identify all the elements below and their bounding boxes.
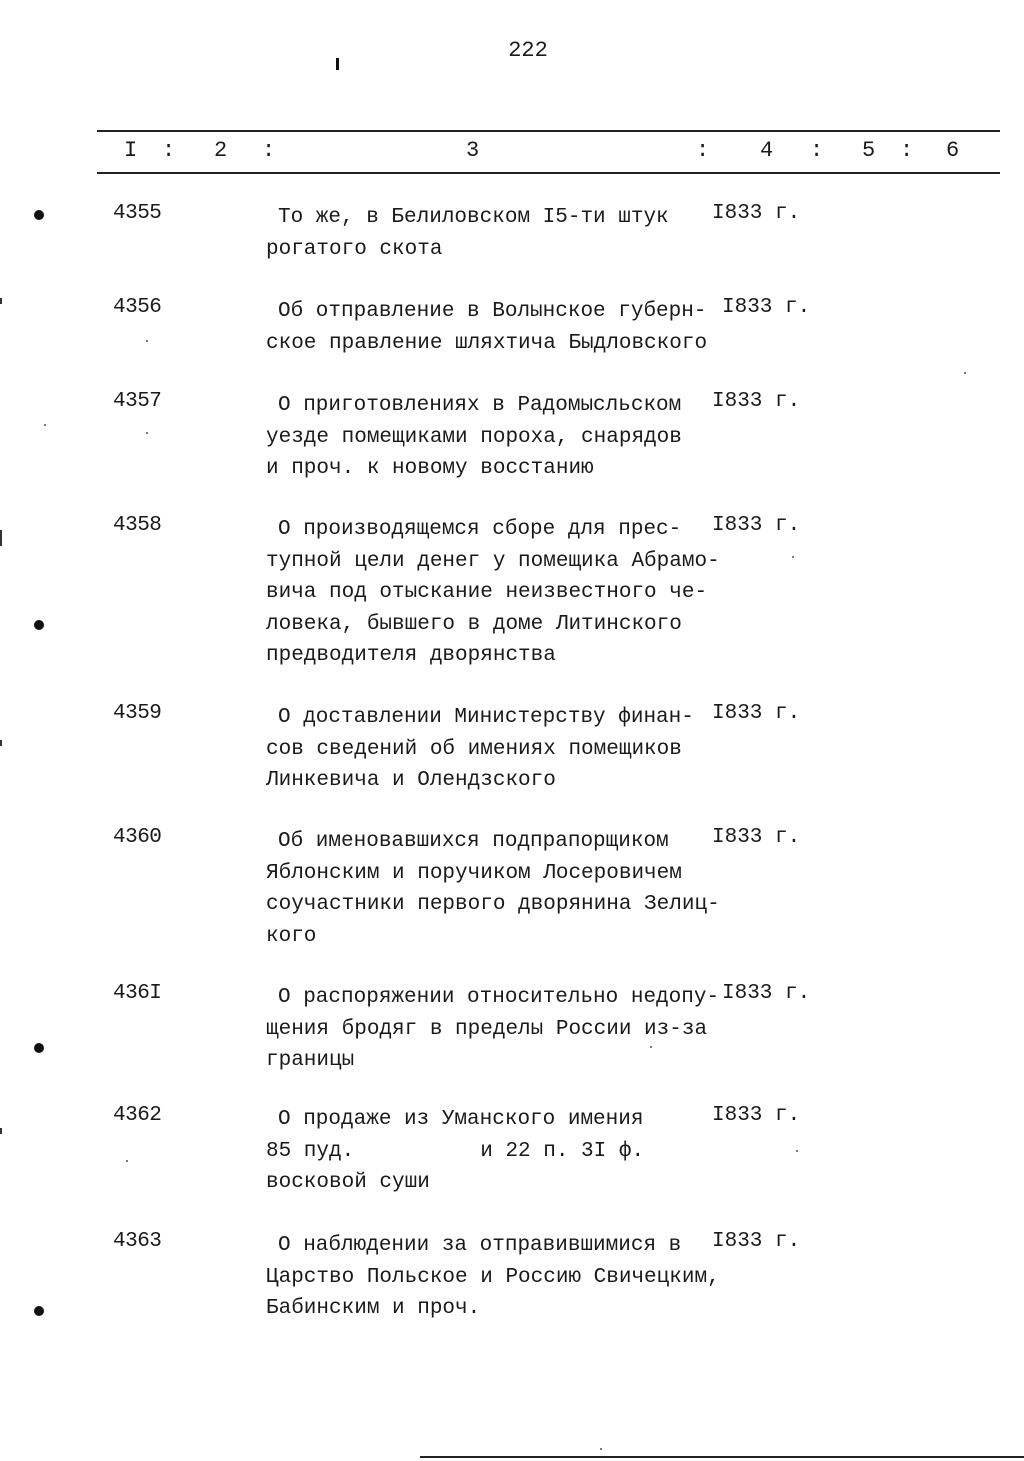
header-bottom-rule [97,172,1000,174]
column-separator: : [810,138,824,163]
scan-speck [650,1046,652,1048]
description-line: щения бродяг в пределы России из-за [266,1017,708,1041]
edge-mark [0,298,2,304]
column-separator: : [162,138,176,163]
binding-hole [34,1043,44,1053]
description-line: Линкевича и Олендзского [266,769,556,792]
record-date: I833 г. [712,1104,801,1127]
page-number: 222 [508,38,548,63]
description-line: кого [266,924,317,948]
description-line: Бабинским и проч. [266,1297,481,1320]
record-description [266,202,716,265]
binding-hole [34,1306,44,1316]
scan-speck [146,340,148,342]
edge-mark [0,740,2,746]
column-header-5: 5 [862,138,876,163]
description-line: Яблонским и поручиком Лосеровичем [266,861,682,885]
record-description [266,514,720,672]
column-separator: : [900,138,914,163]
description-line: Об именовавшихся подпрапорщиком [278,830,669,853]
record-number: 4357 [113,390,162,413]
scan-speck [44,424,46,426]
description-line: То же, в Белиловском I5-ти штук [278,206,669,229]
record-number: 4362 [113,1104,162,1127]
description-line: вича под отыскание неизвестного че- [266,581,708,604]
record-date: I833 г. [712,702,801,725]
record-number: 4360 [113,826,162,849]
scan-speck [792,556,794,558]
description-line: О доставлении Министерству финан- [278,706,694,729]
record-description [266,982,720,1077]
record-description [266,826,720,952]
description-line: тупной цели денег у помещика Абрамо- [266,549,720,573]
description-line: О продаже из Уманского имения [278,1108,644,1131]
record-date: I833 г. [712,390,801,413]
description-line: О наблюдении за отправившимися в [278,1234,682,1257]
edge-mark [0,1128,2,1134]
record-description [266,390,716,485]
record-description [266,1230,720,1325]
column-header-2: 2 [214,138,228,163]
binding-hole [34,620,44,630]
column-header-1: I [124,138,138,163]
scan-speck [600,1448,602,1450]
description-line: предводителя дворянства [266,644,556,667]
record-number: 4358 [113,514,162,537]
description-line: восковой суши [266,1171,430,1194]
column-header-3: 3 [466,138,480,163]
record-date: I833 г. [712,826,801,849]
description-line: Об отправление в Волынское губерн- [278,300,707,323]
record-date: I833 г. [712,514,801,537]
pen-tick-mark [336,58,339,70]
record-number: 4363 [113,1230,162,1253]
description-line: уезде помещиками пороха, снарядов [266,425,682,449]
description-line: 85 пуд. и 22 п. 3I ф. [266,1139,645,1163]
description-line: и проч. к новому восстанию [266,457,594,480]
record-number: 4359 [113,702,162,725]
column-header-6: 6 [946,138,960,163]
record-date: I833 г. [712,202,801,225]
record-date: I833 г. [712,1230,801,1253]
scan-speck [146,432,148,434]
record-number: 4356 [113,296,162,319]
description-line: границы [266,1049,355,1072]
column-separator: : [696,138,710,163]
description-line: О приготовлениях в Радомысльском [278,394,682,417]
description-line: О производящемся сборе для прес- [278,518,682,541]
header-top-rule [97,130,1000,132]
description-line: сов сведений об имениях помещиков [266,737,682,761]
record-number: 4355 [113,202,162,225]
description-line: рогатого скота [266,237,443,261]
column-separator: : [262,138,276,163]
scan-speck [796,1150,798,1152]
record-description [266,702,716,797]
record-description [266,1104,716,1199]
edge-mark [0,530,2,546]
record-date: I833 г. [722,982,811,1005]
scan-speck [964,372,966,374]
record-description [266,296,716,359]
record-date: I833 г. [722,296,811,319]
description-line: О распоряжении относительно недопу- [278,986,720,1009]
description-line: Царство Польское и Россию Свичецким, [266,1265,720,1289]
description-line: соучастники первого дворянина Зелиц- [266,893,720,916]
scan-speck [126,1160,128,1162]
record-number: 436I [113,982,162,1005]
binding-hole [34,210,44,220]
bottom-edge-rule [420,1456,1024,1458]
description-line: ловека, бывшего в доме Литинского [266,612,682,636]
description-line: ское правление шляхтича Быдловского [266,331,708,355]
column-header-4: 4 [760,138,774,163]
